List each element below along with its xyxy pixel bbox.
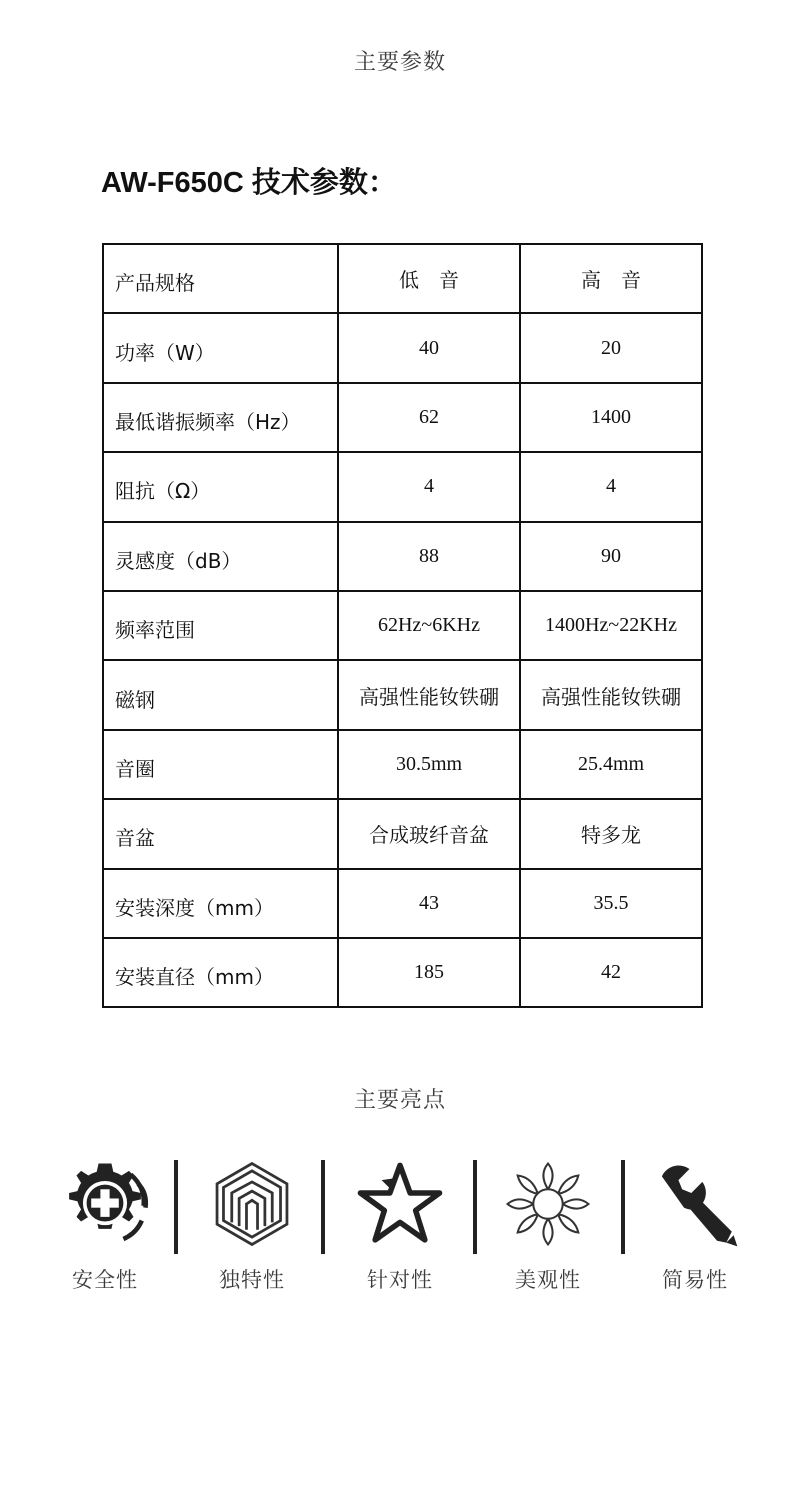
highlight-item-aesthetics — [478, 1158, 618, 1294]
highlights-row — [30, 1158, 770, 1298]
table-cell: 音盆 — [103, 799, 338, 868]
highlight-label: 简易性 — [662, 1268, 728, 1292]
table-cell: 频率范围 — [103, 591, 338, 660]
table-cell: 62Hz~6KHz — [338, 591, 520, 660]
table-row — [103, 869, 702, 938]
table-cell: 安装深度（mm） — [103, 869, 338, 938]
highlight-label: 安全性 — [72, 1268, 138, 1292]
table-row — [103, 452, 702, 521]
table-cell: 25.4mm — [520, 730, 702, 799]
table-cell: 功率（W） — [103, 313, 338, 382]
table-header-cell: 产品规格 — [103, 244, 338, 313]
table-cell: 灵感度（dB） — [103, 522, 338, 591]
table-row — [103, 591, 702, 660]
highlight-item-simplicity — [625, 1158, 765, 1294]
section-title-main-params: 主要参数 — [353, 50, 446, 75]
table-cell: 安装直径（mm） — [103, 938, 338, 1007]
table-cell: 90 — [520, 522, 702, 591]
table-row — [103, 799, 702, 868]
highlight-item-uniqueness — [182, 1158, 322, 1294]
highlight-label: 独特性 — [219, 1268, 285, 1292]
table-header-cell: 低 音 — [338, 244, 520, 313]
table-row — [103, 383, 702, 452]
table-cell: 高强性能钕铁硼 — [520, 660, 702, 729]
highlight-item-safety — [35, 1158, 175, 1294]
table-cell: 40 — [338, 313, 520, 382]
spec-heading: AW-F650C 技术参数： — [101, 167, 397, 199]
table-cell: 4 — [520, 452, 702, 521]
table-cell: 20 — [520, 313, 702, 382]
table-row — [103, 522, 702, 591]
table-cell: 1400Hz~22KHz — [520, 591, 702, 660]
table-cell: 42 — [520, 938, 702, 1007]
table-cell: 30.5mm — [338, 730, 520, 799]
table-cell: 合成玻纤音盆 — [338, 799, 520, 868]
flower-icon — [478, 1158, 618, 1250]
table-cell: 音圈 — [103, 730, 338, 799]
table-row — [103, 660, 702, 729]
table-cell: 185 — [338, 938, 520, 1007]
table-cell: 阻抗（Ω） — [103, 452, 338, 521]
table-cell: 43 — [338, 869, 520, 938]
table-cell: 4 — [338, 452, 520, 521]
table-header-cell: 高 音 — [520, 244, 702, 313]
table-row — [103, 730, 702, 799]
wrench-icon — [625, 1158, 765, 1250]
table-cell: 1400 — [520, 383, 702, 452]
highlight-item-targeting — [330, 1158, 470, 1294]
table-cell: 最低谐振频率（Hz） — [103, 383, 338, 452]
highlight-label: 针对性 — [367, 1268, 433, 1292]
table-cell: 特多龙 — [520, 799, 702, 868]
table-row — [103, 938, 702, 1007]
table-cell: 62 — [338, 383, 520, 452]
table-header-row — [103, 244, 702, 313]
hexagon-cube-icon — [182, 1158, 322, 1250]
table-cell: 高强性能钕铁硼 — [338, 660, 520, 729]
star-icon — [330, 1158, 470, 1250]
table-cell: 35.5 — [520, 869, 702, 938]
table-cell: 88 — [338, 522, 520, 591]
highlight-label: 美观性 — [515, 1268, 581, 1292]
section-title-highlights: 主要亮点 — [353, 1088, 446, 1113]
table-cell: 磁钢 — [103, 660, 338, 729]
safety-gear-plus-icon — [35, 1158, 175, 1250]
spec-table — [102, 243, 703, 1008]
table-row — [103, 313, 702, 382]
